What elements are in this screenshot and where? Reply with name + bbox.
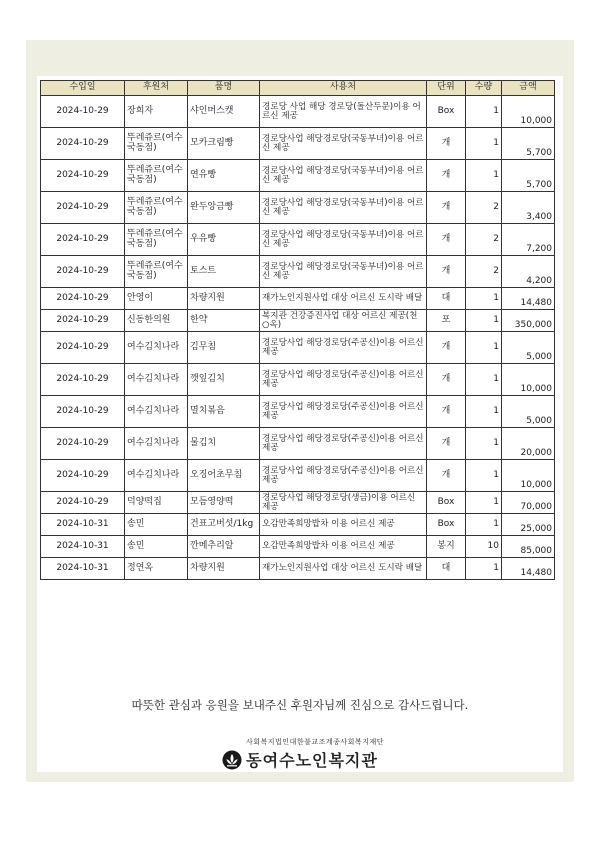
cell-amount: 5,700 [502, 128, 555, 160]
cell-usage: 경로당사업 해당경로당(국동부녀)이용 어르신 제공 [260, 128, 427, 160]
document-sheet [37, 76, 563, 772]
cell-item: 모듬영양떡 [188, 492, 260, 514]
header-unit: 단위 [427, 81, 466, 96]
cell-date: 2024-10-29 [41, 192, 125, 224]
cell-donor: 여수김치나라 [125, 332, 188, 364]
header-usage: 사용처 [260, 81, 427, 96]
cell-item: 깐메추리알 [188, 536, 260, 558]
lotus-icon [222, 750, 242, 770]
cell-unit: 포 [427, 310, 466, 332]
cell-item: 완두앙금빵 [188, 192, 260, 224]
cell-date: 2024-10-29 [41, 460, 125, 492]
cell-item: 샤인머스캣 [188, 96, 260, 128]
cell-donor: 뚜레쥬르(여수국동점) [125, 192, 188, 224]
cell-donor: 여수김치나라 [125, 396, 188, 428]
page-frame [26, 40, 574, 782]
cell-usage: 경로당사업 해당경로당(주공신)이용 어르신 제공 [260, 396, 427, 428]
cell-unit: 개 [427, 332, 466, 364]
cell-date: 2024-10-31 [41, 514, 125, 536]
organization-block [37, 737, 563, 771]
table-row [41, 332, 555, 364]
cell-date: 2024-10-29 [41, 224, 125, 256]
header-donor: 후원처 [125, 81, 188, 96]
cell-donor: 송민 [125, 514, 188, 536]
table-row [41, 160, 555, 192]
table-row [41, 256, 555, 288]
cell-amount: 5,700 [502, 160, 555, 192]
header-qty: 수량 [466, 81, 502, 96]
cell-usage: 경로당사업 해당경로당(국동부녀)이용 어르신 제공 [260, 160, 427, 192]
cell-qty: 2 [466, 224, 502, 256]
cell-qty: 1 [466, 460, 502, 492]
cell-unit: 개 [427, 460, 466, 492]
cell-item: 깻잎김치 [188, 364, 260, 396]
header-item: 품명 [188, 81, 260, 96]
cell-unit: 대 [427, 558, 466, 580]
cell-qty: 1 [466, 514, 502, 536]
cell-amount: 70,000 [502, 492, 555, 514]
cell-date: 2024-10-29 [41, 492, 125, 514]
table-row [41, 536, 555, 558]
cell-donor: 뚜레쥬르(여수국동점) [125, 160, 188, 192]
cell-donor: 안영이 [125, 288, 188, 310]
table-row [41, 514, 555, 536]
cell-date: 2024-10-29 [41, 160, 125, 192]
cell-qty: 1 [466, 332, 502, 364]
header-amount: 금액 [502, 81, 555, 96]
table-row [41, 428, 555, 460]
cell-donor: 뚜레쥬르(여수국동점) [125, 256, 188, 288]
table-row [41, 128, 555, 160]
table-body [41, 96, 555, 580]
cell-amount: 20,000 [502, 428, 555, 460]
cell-qty: 1 [466, 310, 502, 332]
cell-item: 차량지원 [188, 288, 260, 310]
cell-amount: 10,000 [502, 460, 555, 492]
cell-unit: 개 [427, 256, 466, 288]
cell-date: 2024-10-29 [41, 364, 125, 396]
cell-donor: 송민 [125, 536, 188, 558]
organization-name: 동여수노인복지관 [246, 751, 378, 770]
table-row [41, 96, 555, 128]
cell-item: 토스트 [188, 256, 260, 288]
cell-date: 2024-10-29 [41, 288, 125, 310]
table-row [41, 224, 555, 256]
table-row [41, 310, 555, 332]
cell-item: 건표고버섯/1kg [188, 514, 260, 536]
table-row [41, 288, 555, 310]
cell-unit: 개 [427, 428, 466, 460]
cell-unit: 봉지 [427, 536, 466, 558]
cell-usage: 오감만족희망밥차 이용 어르신 제공 [260, 536, 427, 558]
cell-item: 차량지원 [188, 558, 260, 580]
organization-subtitle: 사회복지법인대한불교조계종사회복지재단 [246, 738, 384, 746]
cell-unit: 개 [427, 364, 466, 396]
cell-amount: 3,400 [502, 192, 555, 224]
cell-amount: 5,000 [502, 332, 555, 364]
cell-unit: 개 [427, 128, 466, 160]
cell-unit: 개 [427, 160, 466, 192]
table-row [41, 192, 555, 224]
table-row [41, 460, 555, 492]
cell-date: 2024-10-31 [41, 536, 125, 558]
cell-donor: 여수김치나라 [125, 364, 188, 396]
cell-date: 2024-10-29 [41, 332, 125, 364]
cell-usage: 경로당사업 해당경로당(생금)이용 어르신 제공 [260, 492, 427, 514]
cell-item: 한약 [188, 310, 260, 332]
thanks-message: 따뜻한 관심과 응원을 보내주신 후원자님께 진심으로 감사드립니다. [131, 698, 469, 712]
cell-usage: 경로당사업 해당경로당(주공신)이용 어르신 제공 [260, 428, 427, 460]
cell-date: 2024-10-29 [41, 128, 125, 160]
cell-qty: 10 [466, 536, 502, 558]
cell-amount: 25,000 [502, 514, 555, 536]
cell-item: 물김치 [188, 428, 260, 460]
cell-date: 2024-10-29 [41, 256, 125, 288]
cell-unit: 대 [427, 288, 466, 310]
cell-item: 오징어초무침 [188, 460, 260, 492]
cell-item: 연유빵 [188, 160, 260, 192]
cell-qty: 1 [466, 128, 502, 160]
table-header-row [41, 81, 555, 96]
cell-usage: 경로당사업 해당경로당(주공신)이용 어르신 제공 [260, 460, 427, 492]
cell-qty: 1 [466, 96, 502, 128]
cell-usage: 경로당 사업 해당 경로당(돌산두문)이용 어르신 제공 [260, 96, 427, 128]
cell-usage: 경로당사업 해당경로당(국동부녀)이용 어르신 제공 [260, 224, 427, 256]
cell-donor: 여수김치나라 [125, 428, 188, 460]
cell-usage: 경로당사업 해당경로당(주공신)이용 어르신 제공 [260, 332, 427, 364]
cell-item: 모카크림빵 [188, 128, 260, 160]
cell-donor: 뚜레쥬르(여수국동점) [125, 128, 188, 160]
cell-unit: Box [427, 492, 466, 514]
cell-qty: 1 [466, 160, 502, 192]
cell-donor: 정연옥 [125, 558, 188, 580]
cell-date: 2024-10-29 [41, 310, 125, 332]
cell-usage: 오감만족희망밥차 이용 어르신 제공 [260, 514, 427, 536]
cell-item: 우유빵 [188, 224, 260, 256]
cell-usage: 재가노인지원사업 대상 어르신 도시락 배달 [260, 288, 427, 310]
cell-donor: 장희자 [125, 96, 188, 128]
cell-amount: 14,480 [502, 558, 555, 580]
cell-amount: 5,000 [502, 396, 555, 428]
table-row [41, 364, 555, 396]
cell-date: 2024-10-31 [41, 558, 125, 580]
cell-amount: 350,000 [502, 310, 555, 332]
cell-date: 2024-10-29 [41, 96, 125, 128]
cell-qty: 1 [466, 288, 502, 310]
cell-qty: 2 [466, 192, 502, 224]
cell-amount: 85,000 [502, 536, 555, 558]
cell-item: 김무침 [188, 332, 260, 364]
cell-donor: 여수김치나라 [125, 460, 188, 492]
cell-qty: 1 [466, 428, 502, 460]
cell-usage: 경로당사업 해당경로당(주공신)이용 어르신 제공 [260, 364, 427, 396]
cell-unit: Box [427, 514, 466, 536]
cell-unit: 개 [427, 192, 466, 224]
cell-usage: 경로당사업 해당경로당(국동부녀)이용 어르신 제공 [260, 256, 427, 288]
cell-amount: 7,200 [502, 224, 555, 256]
cell-unit: 개 [427, 224, 466, 256]
cell-usage: 재가노인지원사업 대상 어르신 도시락 배달 [260, 558, 427, 580]
cell-item: 멸치볶음 [188, 396, 260, 428]
donation-table [40, 80, 555, 580]
cell-unit: 개 [427, 396, 466, 428]
cell-amount: 4,200 [502, 256, 555, 288]
cell-qty: 1 [466, 364, 502, 396]
header-date: 수입일 [41, 81, 125, 96]
table-row [41, 492, 555, 514]
cell-donor: 신동한의원 [125, 310, 188, 332]
table-row [41, 558, 555, 580]
cell-qty: 1 [466, 492, 502, 514]
cell-unit: Box [427, 96, 466, 128]
cell-usage: 경로당사업 해당경로당(국동부녀)이용 어르신 제공 [260, 192, 427, 224]
cell-donor: 뚜레쥬르(여수국동점) [125, 224, 188, 256]
cell-date: 2024-10-29 [41, 428, 125, 460]
cell-donor: 덕양떡집 [125, 492, 188, 514]
cell-qty: 2 [466, 256, 502, 288]
cell-usage: 복지관 건강증진사업 대상 어르신 제공(천○옥) [260, 310, 427, 332]
cell-date: 2024-10-29 [41, 396, 125, 428]
cell-qty: 1 [466, 558, 502, 580]
table-row [41, 396, 555, 428]
cell-amount: 10,000 [502, 364, 555, 396]
cell-qty: 1 [466, 396, 502, 428]
cell-amount: 10,000 [502, 96, 555, 128]
cell-amount: 14,480 [502, 288, 555, 310]
